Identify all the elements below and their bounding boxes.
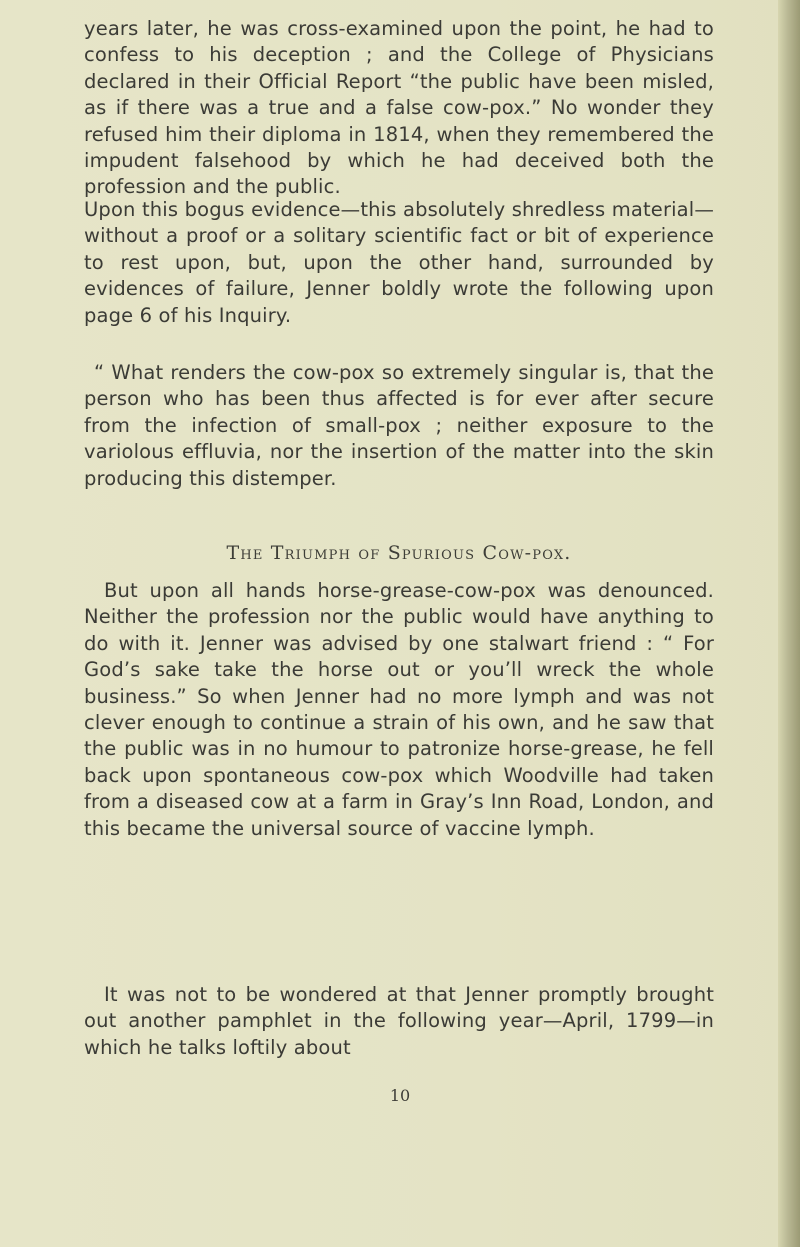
paragraph-4: But upon all hands horse-grease-cow-pox was denounced. Neither the profession nor the public would have anything to do with it. Jenner was advised by one stalwart friend : “ For God’s sake take the horse out or you’ll wreck the whole business.” So when Jenner had no more lymph and was not clever enough to continue a strain of his own, and he saw that the public was in no humour to patronize horse-grease, he fell back upon spontaneous cow-pox which Woodville had taken from a diseased cow at a farm in Gray’s Inn Road, London, and this became the universal source of vaccine lymph. — [84, 579, 714, 840]
paragraph-3-quote: “ What renders the cow-pox so extremely singular is, that the person who has been thus affected is for ever after secure from the infection of small-pox ; neither exposure to the variolous effluvia, nor the insertion of the matter into the skin producing this distemper. — [84, 361, 714, 490]
page-number: 10 — [389, 1086, 411, 1105]
section-heading: The Triumph of Spurious Cow-pox. — [226, 542, 572, 564]
paragraph-5: It was not to be wondered at that Jenner promptly brought out another pamphlet in the following year—April, 1799—in which he talks loftily about — [84, 983, 714, 1059]
page-edge-shadow — [778, 0, 800, 1247]
paragraph-1: years later, he was cross-examined upon the point, he had to confess to his deception ; and the College of Physicians declared in their Official Report “the public have been misled, as if there was a true and a false cow-pox.” No wonder they refused him their diploma in 1814, when they remembered the impudent falsehood by which he had deceived both the profession and the public. — [84, 17, 714, 199]
paragraph-2: Upon this bogus evidence—this absolutely shredless material—without a proof or a solitary scientific fact or bit of experience to rest upon, but, upon the other hand, surrounded by evidences of failure, Jenner boldly wrote the following upon page 6 of his Inquiry. — [84, 198, 714, 327]
